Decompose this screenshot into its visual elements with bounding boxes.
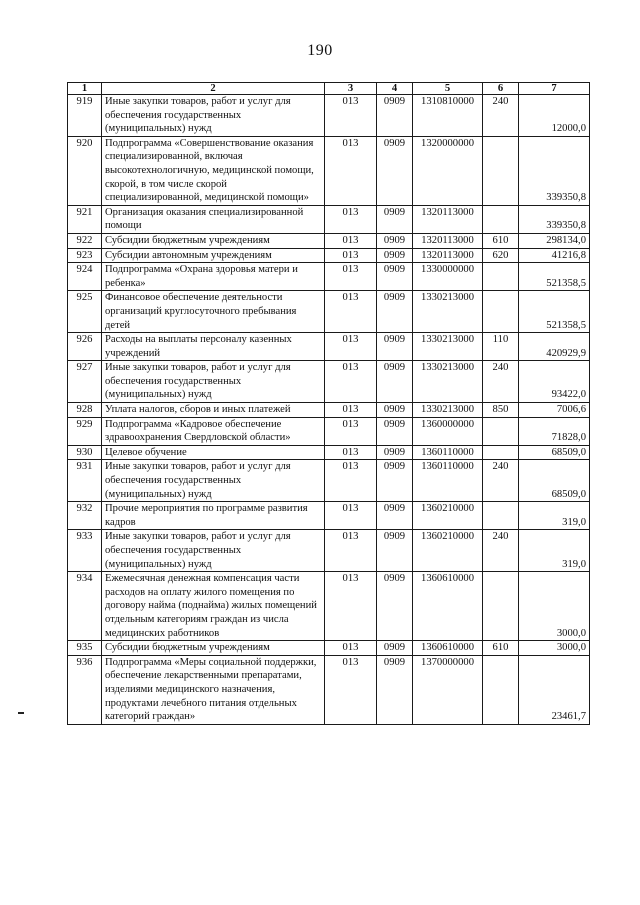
row-amount-cell: 521358,5 (519, 291, 590, 333)
row-number-cell: 929 (68, 417, 102, 445)
row-ministry-code-cell: 013 (325, 136, 377, 205)
row-section-code-cell: 0909 (377, 263, 413, 291)
row-amount-cell: 420929,9 (519, 333, 590, 361)
table-row (68, 655, 590, 724)
row-number-cell: 936 (68, 655, 102, 724)
row-section-code-cell: 0909 (377, 641, 413, 656)
row-ministry-code-cell: 013 (325, 460, 377, 502)
row-section-code-cell: 0909 (377, 572, 413, 641)
row-name-cell: Уплата налогов, сборов и иных платежей (102, 403, 325, 418)
row-ministry-code-cell: 013 (325, 205, 377, 233)
row-name-cell: Субсидии бюджетным учреждениям (102, 641, 325, 656)
header-cell-3: 3 (325, 83, 377, 95)
row-section-code-cell: 0909 (377, 291, 413, 333)
row-ministry-code-cell: 013 (325, 333, 377, 361)
row-amount-cell: 93422,0 (519, 361, 590, 403)
header-cell-7: 7 (519, 83, 590, 95)
row-ministry-code-cell: 013 (325, 263, 377, 291)
row-expense-type-cell: 240 (483, 460, 519, 502)
row-number-cell: 928 (68, 403, 102, 418)
row-name-cell: Иные закупки товаров, работ и услуг для обеспечения государственных (муниципальных) нужд (102, 460, 325, 502)
table-row (68, 263, 590, 291)
table-row (68, 361, 590, 403)
row-name-cell: Иные закупки товаров, работ и услуг для обеспечения государственных (муниципальных) нужд (102, 361, 325, 403)
table-row (68, 95, 590, 137)
row-amount-cell: 23461,7 (519, 655, 590, 724)
row-target-code-cell: 1330000000 (413, 263, 483, 291)
row-name-cell: Расходы на выплаты персоналу казенных учреждений (102, 333, 325, 361)
row-expense-type-cell: 610 (483, 233, 519, 248)
header-cell-2: 2 (102, 83, 325, 95)
row-ministry-code-cell: 013 (325, 248, 377, 263)
row-target-code-cell: 1330213000 (413, 361, 483, 403)
row-ministry-code-cell: 013 (325, 445, 377, 460)
row-number-cell: 932 (68, 502, 102, 530)
row-amount-cell: 68509,0 (519, 460, 590, 502)
row-ministry-code-cell: 013 (325, 95, 377, 137)
row-expense-type-cell (483, 655, 519, 724)
row-target-code-cell: 1330213000 (413, 403, 483, 418)
row-target-code-cell: 1320113000 (413, 248, 483, 263)
row-expense-type-cell (483, 291, 519, 333)
row-expense-type-cell: 240 (483, 530, 519, 572)
budget-table (67, 82, 590, 725)
row-section-code-cell: 0909 (377, 248, 413, 263)
row-target-code-cell: 1360610000 (413, 641, 483, 656)
row-ministry-code-cell: 013 (325, 641, 377, 656)
row-expense-type-cell (483, 136, 519, 205)
row-ministry-code-cell: 013 (325, 233, 377, 248)
row-section-code-cell: 0909 (377, 361, 413, 403)
row-amount-cell: 319,0 (519, 502, 590, 530)
row-amount-cell: 68509,0 (519, 445, 590, 460)
row-section-code-cell: 0909 (377, 460, 413, 502)
table-header-row (68, 83, 590, 95)
row-name-cell: Целевое обучение (102, 445, 325, 460)
header-cell-5: 5 (413, 83, 483, 95)
row-target-code-cell: 1310810000 (413, 95, 483, 137)
row-ministry-code-cell: 013 (325, 417, 377, 445)
row-amount-cell: 71828,0 (519, 417, 590, 445)
row-amount-cell: 521358,5 (519, 263, 590, 291)
table-row (68, 291, 590, 333)
row-amount-cell: 319,0 (519, 530, 590, 572)
row-target-code-cell: 1360210000 (413, 530, 483, 572)
table-row (68, 530, 590, 572)
row-expense-type-cell: 240 (483, 361, 519, 403)
row-expense-type-cell (483, 572, 519, 641)
row-name-cell: Подпрограмма «Меры социальной поддержки, обеспечение лекарственными препаратами, изделиями медицинского назначения, продуктами лечебного питания отдельных категорий граждан» (102, 655, 325, 724)
table-row (68, 205, 590, 233)
row-amount-cell: 298134,0 (519, 233, 590, 248)
row-target-code-cell: 1370000000 (413, 655, 483, 724)
row-expense-type-cell (483, 445, 519, 460)
row-number-cell: 925 (68, 291, 102, 333)
row-target-code-cell: 1320113000 (413, 205, 483, 233)
header-cell-4: 4 (377, 83, 413, 95)
row-number-cell: 931 (68, 460, 102, 502)
row-name-cell: Ежемесячная денежная компенсация части расходов на оплату жилого помещения по договору найма (поднайма) жилых помещений отдельным категориям граждан из числа медицинских работников (102, 572, 325, 641)
row-number-cell: 923 (68, 248, 102, 263)
header-cell-1: 1 (68, 83, 102, 95)
table-row (68, 403, 590, 418)
row-amount-cell: 3000,0 (519, 572, 590, 641)
row-name-cell: Организация оказания специализированной помощи (102, 205, 325, 233)
row-section-code-cell: 0909 (377, 403, 413, 418)
table-row (68, 641, 590, 656)
row-amount-cell: 41216,8 (519, 248, 590, 263)
table-row (68, 502, 590, 530)
row-name-cell: Подпрограмма «Кадровое обеспечение здравоохранения Свердловской области» (102, 417, 325, 445)
margin-mark (18, 712, 24, 714)
row-amount-cell: 339350,8 (519, 136, 590, 205)
row-expense-type-cell (483, 263, 519, 291)
row-number-cell: 924 (68, 263, 102, 291)
table-row (68, 445, 590, 460)
row-target-code-cell: 1360110000 (413, 445, 483, 460)
row-number-cell: 935 (68, 641, 102, 656)
row-expense-type-cell: 240 (483, 95, 519, 137)
row-section-code-cell: 0909 (377, 333, 413, 361)
row-amount-cell: 3000,0 (519, 641, 590, 656)
table-body (68, 95, 590, 725)
row-amount-cell: 339350,8 (519, 205, 590, 233)
row-expense-type-cell (483, 417, 519, 445)
row-section-code-cell: 0909 (377, 417, 413, 445)
row-name-cell: Подпрограмма «Совершенствование оказания специализированной, включая высокотехнологичную, медицинской помощи, скорой, в том числе скорой специализированной, медицинской помощи» (102, 136, 325, 205)
row-ministry-code-cell: 013 (325, 502, 377, 530)
row-name-cell: Подпрограмма «Охрана здоровья матери и ребенка» (102, 263, 325, 291)
row-number-cell: 922 (68, 233, 102, 248)
table-row (68, 248, 590, 263)
row-number-cell: 919 (68, 95, 102, 137)
row-ministry-code-cell: 013 (325, 403, 377, 418)
row-section-code-cell: 0909 (377, 502, 413, 530)
row-section-code-cell: 0909 (377, 205, 413, 233)
row-target-code-cell: 1360210000 (413, 502, 483, 530)
row-target-code-cell: 1330213000 (413, 333, 483, 361)
table-row (68, 136, 590, 205)
row-name-cell: Субсидии автономным учреждениям (102, 248, 325, 263)
row-number-cell: 930 (68, 445, 102, 460)
row-expense-type-cell (483, 502, 519, 530)
row-number-cell: 926 (68, 333, 102, 361)
row-target-code-cell: 1320000000 (413, 136, 483, 205)
row-ministry-code-cell: 013 (325, 530, 377, 572)
row-expense-type-cell: 610 (483, 641, 519, 656)
row-section-code-cell: 0909 (377, 655, 413, 724)
row-target-code-cell: 1360000000 (413, 417, 483, 445)
row-target-code-cell: 1320113000 (413, 233, 483, 248)
header-cell-6: 6 (483, 83, 519, 95)
row-name-cell: Субсидии бюджетным учреждениям (102, 233, 325, 248)
row-number-cell: 933 (68, 530, 102, 572)
row-section-code-cell: 0909 (377, 136, 413, 205)
row-amount-cell: 7006,6 (519, 403, 590, 418)
row-target-code-cell: 1330213000 (413, 291, 483, 333)
table-row (68, 233, 590, 248)
page-number: 190 (307, 42, 333, 59)
row-expense-type-cell: 620 (483, 248, 519, 263)
table-row (68, 460, 590, 502)
row-target-code-cell: 1360110000 (413, 460, 483, 502)
row-section-code-cell: 0909 (377, 233, 413, 248)
row-expense-type-cell (483, 205, 519, 233)
row-ministry-code-cell: 013 (325, 291, 377, 333)
row-number-cell: 921 (68, 205, 102, 233)
row-ministry-code-cell: 013 (325, 655, 377, 724)
row-name-cell: Иные закупки товаров, работ и услуг для обеспечения государственных (муниципальных) нужд (102, 530, 325, 572)
row-number-cell: 920 (68, 136, 102, 205)
row-section-code-cell: 0909 (377, 445, 413, 460)
row-amount-cell: 12000,0 (519, 95, 590, 137)
table-row (68, 333, 590, 361)
row-name-cell: Иные закупки товаров, работ и услуг для обеспечения государственных (муниципальных) нужд (102, 95, 325, 137)
row-number-cell: 927 (68, 361, 102, 403)
row-target-code-cell: 1360610000 (413, 572, 483, 641)
row-expense-type-cell: 110 (483, 333, 519, 361)
row-section-code-cell: 0909 (377, 95, 413, 137)
row-expense-type-cell: 850 (483, 403, 519, 418)
table-row (68, 572, 590, 641)
row-name-cell: Прочие мероприятия по программе развития кадров (102, 502, 325, 530)
row-number-cell: 934 (68, 572, 102, 641)
row-ministry-code-cell: 013 (325, 572, 377, 641)
row-section-code-cell: 0909 (377, 530, 413, 572)
row-ministry-code-cell: 013 (325, 361, 377, 403)
table-row (68, 417, 590, 445)
row-name-cell: Финансовое обеспечение деятельности организаций круглосуточного пребывания детей (102, 291, 325, 333)
